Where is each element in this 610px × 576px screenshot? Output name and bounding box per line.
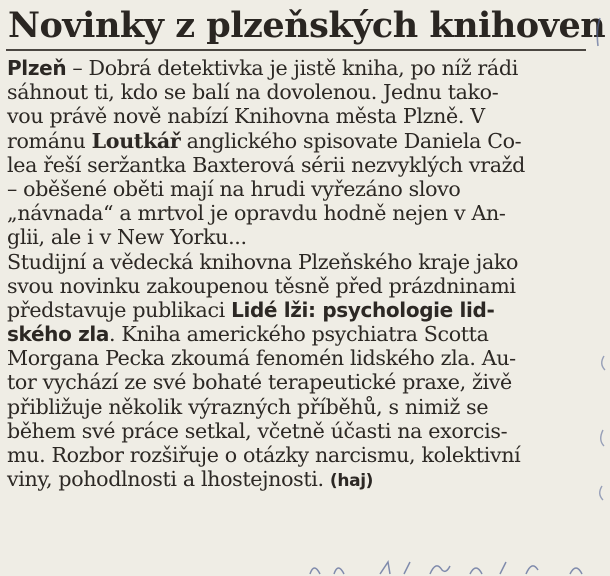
article-headline: Novinky z plzeňských knihoven (8, 5, 606, 46)
body-line: Morgana Pecka zkoumá fenomén lidského zla. Au- (7, 346, 516, 371)
body-line (7, 467, 603, 491)
book-title-loutkar: Loutkář (91, 128, 181, 153)
book-title-lide-lzi: Lidé lži: psychologie lid- (231, 297, 495, 322)
author-signature: (haj) (329, 471, 374, 492)
body-line: sáhnout ti, kdo se balí na dovolenou. Jednu tako- (7, 80, 499, 105)
headline-rule (6, 49, 586, 51)
body-text-segment: románu (7, 128, 92, 153)
body-line: vou právě nově nabízí Knihovna města Plzně. V (7, 104, 485, 129)
body-line (7, 298, 603, 322)
body-text-segment: . Kniha amerického psychiatra Scotta (109, 322, 489, 347)
article-body (7, 56, 603, 491)
body-text-segment: anglického spisovate Daniela Co- (180, 128, 522, 153)
margin-pen-marks (580, 0, 610, 576)
dateline-place: Plzeň (7, 56, 67, 80)
body-line: „návnada“ a mrtvol je opravdu hodně nejen v An- (7, 201, 506, 226)
body-line (7, 56, 603, 80)
body-line: svou novinku zakoupenou těsně před prázdninami (7, 273, 516, 298)
body-line: tor vychází ze své bohaté terapeutické praxe, živě (7, 370, 512, 395)
book-title-lide-lzi-cont: ského zla (7, 322, 110, 347)
body-line (7, 322, 603, 346)
body-line: lea řeší seržantka Baxterová sérii nezvyklých vražd (7, 152, 525, 177)
body-line: glii, ale i v New Yorku... (7, 225, 247, 250)
body-line: Studijní a vědecká knihovna Plzeňského kraje jako (7, 249, 519, 274)
body-line: mu. Rozbor rozšiřuje o otázky narcismu, kolektivní (7, 443, 521, 467)
body-line: během své práce setkal, včetně účasti na exorcis- (7, 418, 508, 443)
body-line: přibližuje několik výrazných příběhů, s nimiž se (7, 394, 489, 419)
body-text-segment: – Dobrá detektivka je jistě kniha, po níž rádi (66, 56, 518, 80)
body-line (7, 129, 603, 153)
body-line: – oběšené oběti mají na hrudi vyřezáno slovo (7, 176, 461, 201)
handwritten-date-mark (300, 552, 600, 576)
body-text-segment: představuje publikaci (7, 297, 232, 322)
body-text-segment: viny, pohodlnosti a lhostejnosti. (7, 467, 330, 492)
